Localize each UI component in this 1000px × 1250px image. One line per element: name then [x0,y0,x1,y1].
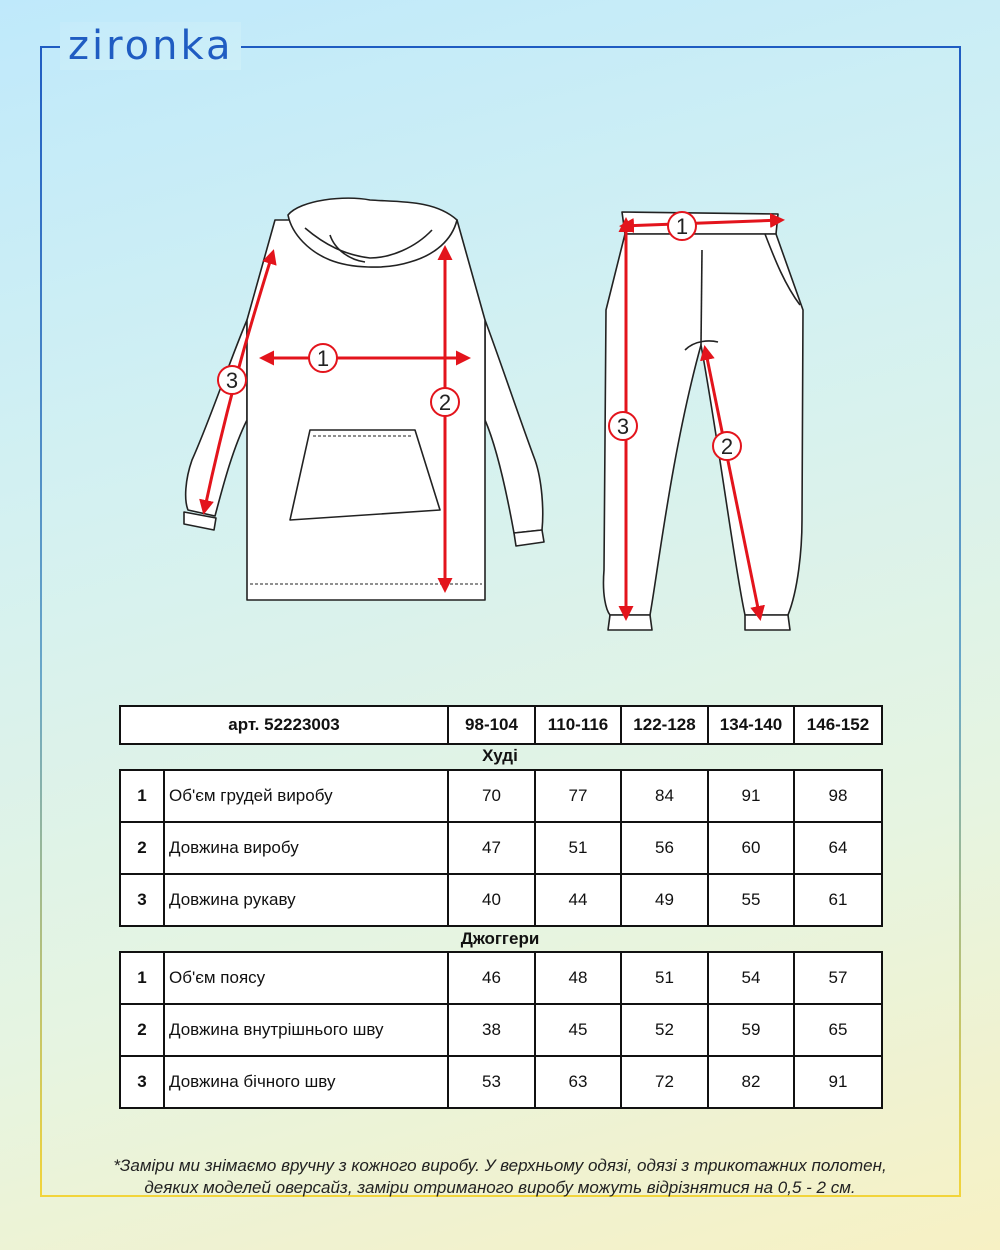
row-number: 1 [120,770,164,822]
table-row [120,822,882,874]
table-cell: 63 [535,1056,621,1108]
footnote-line: *Заміри ми знімаємо вручну з кожного виробу. У верхньому одязі, одязі з трикотажних полотен, [113,1156,887,1175]
table-cell: 51 [621,952,708,1004]
row-label: Об'єм грудей виробу [164,770,448,822]
table-row [120,770,882,822]
footnote-line: деяких моделей оверсайз, заміри отриманого виробу можуть відрізнятися на 0,5 - 2 см. [144,1178,856,1197]
row-number: 2 [120,822,164,874]
size-header: 98-104 [448,706,535,744]
table-cell: 48 [535,952,621,1004]
row-number: 3 [120,1056,164,1108]
table-cell: 46 [448,952,535,1004]
joggers-label-1 [668,212,696,240]
table-cell: 91 [708,770,794,822]
table-cell: 82 [708,1056,794,1108]
table-cell: 47 [448,822,535,874]
svg-text:2: 2 [720,434,734,459]
row-number: 3 [120,874,164,926]
row-label: Довжина рукаву [164,874,448,926]
table-cell: 56 [621,822,708,874]
row-label: Об'єм поясу [164,952,448,1004]
hoodie-drawing [184,198,544,600]
size-header: 110-116 [535,706,621,744]
row-label: Довжина внутрішнього шву [164,1004,448,1056]
table-cell: 65 [794,1004,882,1056]
table-row [120,874,882,926]
table-cell: 91 [794,1056,882,1108]
table-cell: 57 [794,952,882,1004]
garment-sketch [170,190,830,650]
table-cell: 44 [535,874,621,926]
table-cell: 70 [448,770,535,822]
hoodie-label-3 [218,366,246,394]
hoodie-size-table [119,769,883,927]
joggers-size-table [119,951,883,1109]
table-cell: 61 [794,874,882,926]
row-number: 1 [120,952,164,1004]
table-cell: 60 [708,822,794,874]
table-row [120,1004,882,1056]
table-cell: 53 [448,1056,535,1108]
table-cell: 54 [708,952,794,1004]
joggers-section-title: Джоггери [460,929,540,948]
size-header: 134-140 [708,706,794,744]
joggers-label-3 [609,412,637,440]
table-row [120,952,882,1004]
table-cell: 52 [621,1004,708,1056]
article-number: арт. 52223003 [120,706,448,744]
hoodie-label-1 [309,344,337,372]
row-label: Довжина бічного шву [164,1056,448,1108]
table-cell: 40 [448,874,535,926]
table-cell: 59 [708,1004,794,1056]
table-cell: 45 [535,1004,621,1056]
table-cell: 51 [535,822,621,874]
svg-text:3: 3 [616,414,630,439]
table-cell: 49 [621,874,708,926]
footnote [40,1155,960,1199]
table-cell: 98 [794,770,882,822]
svg-text:3: 3 [225,368,239,393]
row-label: Довжина виробу [164,822,448,874]
brand-logo: zironka [60,22,241,70]
table-cell: 72 [621,1056,708,1108]
table-cell: 84 [621,770,708,822]
hoodie-section-title: Худі [482,746,518,765]
svg-text:1: 1 [675,214,689,239]
row-number: 2 [120,1004,164,1056]
svg-text:1: 1 [316,346,330,371]
size-header: 122-128 [621,706,708,744]
joggers-label-2 [713,432,741,460]
size-header: 146-152 [794,706,882,744]
svg-text:2: 2 [438,390,452,415]
size-header-table [119,705,883,745]
table-cell: 77 [535,770,621,822]
table-cell: 55 [708,874,794,926]
hoodie-label-2 [431,388,459,416]
table-cell: 64 [794,822,882,874]
table-cell: 38 [448,1004,535,1056]
table-row [120,1056,882,1108]
